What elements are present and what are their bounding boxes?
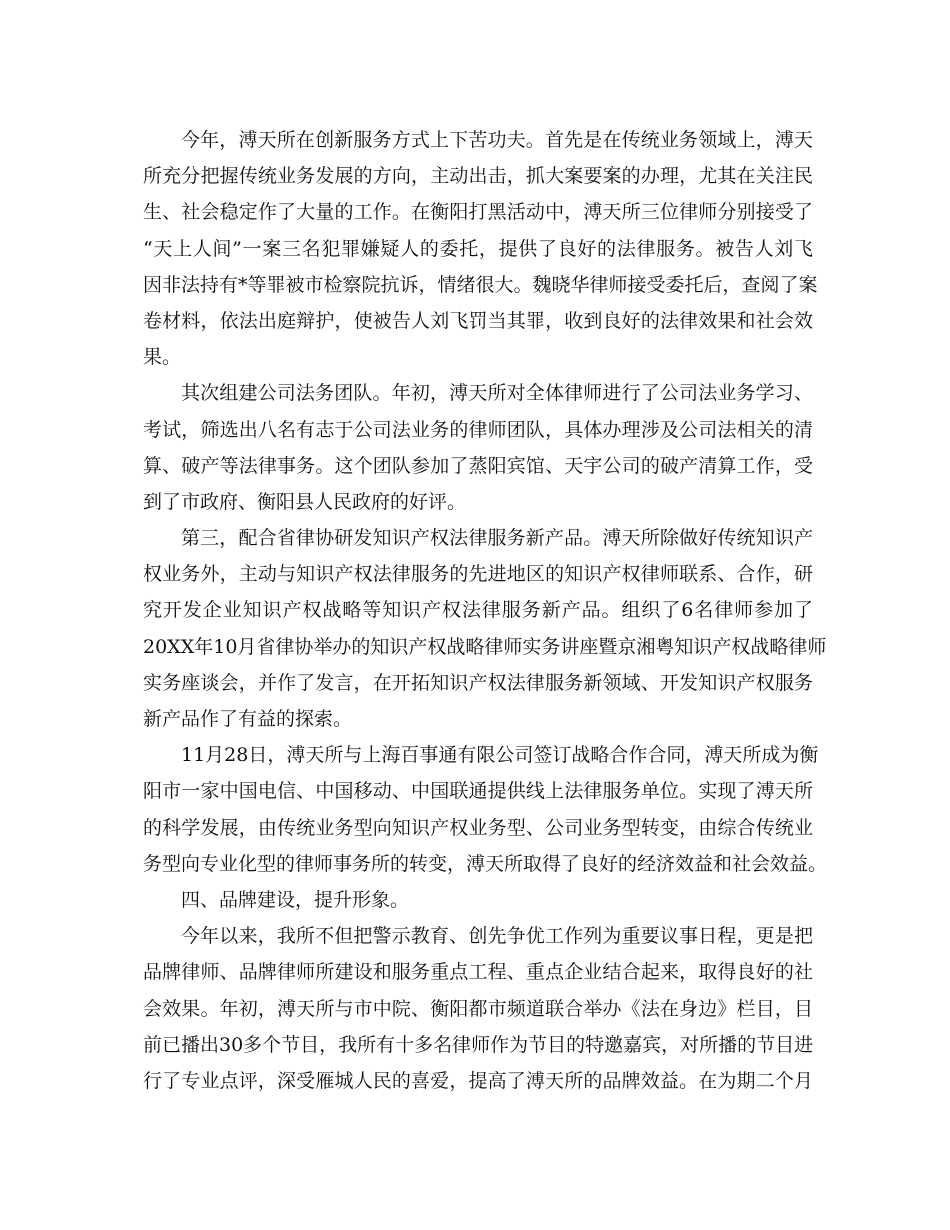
paragraph-line: 的科学发展，由传统业务型向知识产权业务型、公司业务型转变，由综合传统业 <box>143 816 813 839</box>
paragraph-line: 考试，筛选出八名有志于公司法业务的律师团队，具体办理涉及公司法相关的清 <box>143 418 813 441</box>
paragraph-line: 到了市政府、衡阳县人民政府的好评。 <box>143 490 467 513</box>
paragraph-line: 卷材料，依法出庭辩护，使被告人刘飞罚当其罪，收到良好的法律效果和社会效 <box>143 309 813 332</box>
paragraph-line: 实务座谈会，并作了发言，在开拓知识产权法律服务新领域、开发知识产权服务 <box>143 671 813 694</box>
paragraph-line: 果。 <box>143 346 182 369</box>
paragraph-line: 会效果。年初，溥天所与市中院、衡阳都市频道联合举办《法在身边》栏目，目 <box>143 997 813 1020</box>
paragraph-line: 阳市一家中国电信、中国移动、中国联通提供线上法律服务单位。实现了溥天所 <box>143 780 813 803</box>
paragraph-line: 究开发企业知识产权战略等知识产权法律服务新产品。组织了6名律师参加了 <box>143 599 813 622</box>
paragraph-line: 20XX年10月省律协举办的知识产权战略律师实务讲座暨京湘粤知识产权战略律师 <box>143 635 827 658</box>
paragraph-line: 品牌律师、品牌律师所建设和服务重点工程、重点企业结合起来，取得良好的社 <box>143 961 813 984</box>
paragraph-line: 11月28日，溥天所与上海百事通有限公司签订战略合作合同，溥天所成为衡 <box>181 744 819 767</box>
paragraph-line: 行了专业点评，深受雁城人民的喜爱，提高了溥天所的品牌效益。在为期二个月 <box>143 1069 813 1092</box>
paragraph-line: 今年，溥天所在创新服务方式上下苦功夫。首先是在传统业务领域上，溥天 <box>181 129 813 151</box>
paragraph-line: 今年以来，我所不但把警示教育、创先争优工作列为重要议事日程，更是把 <box>181 925 813 948</box>
paragraph-line: 因非法持有*等罪被市检察院抗诉，情绪很大。魏晓华律师接受委托后，查阅了案 <box>143 273 818 296</box>
paragraph-line: 所充分把握传统业务发展的方向，主动出击，抓大案要案的办理，尤其在关注民 <box>143 165 813 188</box>
paragraph-line: 第三，配合省律协研发知识产权法律服务新产品。溥天所除做好传统知识产 <box>181 527 813 550</box>
paragraph-line: “天上人间”一案三名犯罪嫌疑人的委托，提供了良好的法律服务。被告人刘飞 <box>143 237 813 260</box>
document-body <box>143 122 828 1099</box>
section-heading: 四、品牌建设，提升形象。 <box>181 888 410 911</box>
paragraph-line: 其次组建公司法务团队。年初，溥天所对全体律师进行了公司法业务学习、 <box>181 382 813 405</box>
paragraph-line: 生、社会稳定作了大量的工作。在衡阳打黑活动中，溥天所三位律师分别接受了 <box>143 201 813 224</box>
paragraph-line: 前已播出30多个节目，我所有十多名律师作为节目的特邀嘉宾，对所播的节目进 <box>143 1033 814 1056</box>
paragraph-line: 算、破产等法律事务。这个团队参加了蒸阳宾馆、天宇公司的破产清算工作，受 <box>143 454 813 477</box>
paragraph-line: 新产品作了有益的探索。 <box>143 708 353 730</box>
paragraph-line: 务型向专业化型的律师事务所的转变，溥天所取得了良好的经济效益和社会效益。 <box>143 852 828 875</box>
paragraph-line: 权业务外，主动与知识产权法律服务的先进地区的知识产权律师联系、合作，研 <box>143 563 813 586</box>
